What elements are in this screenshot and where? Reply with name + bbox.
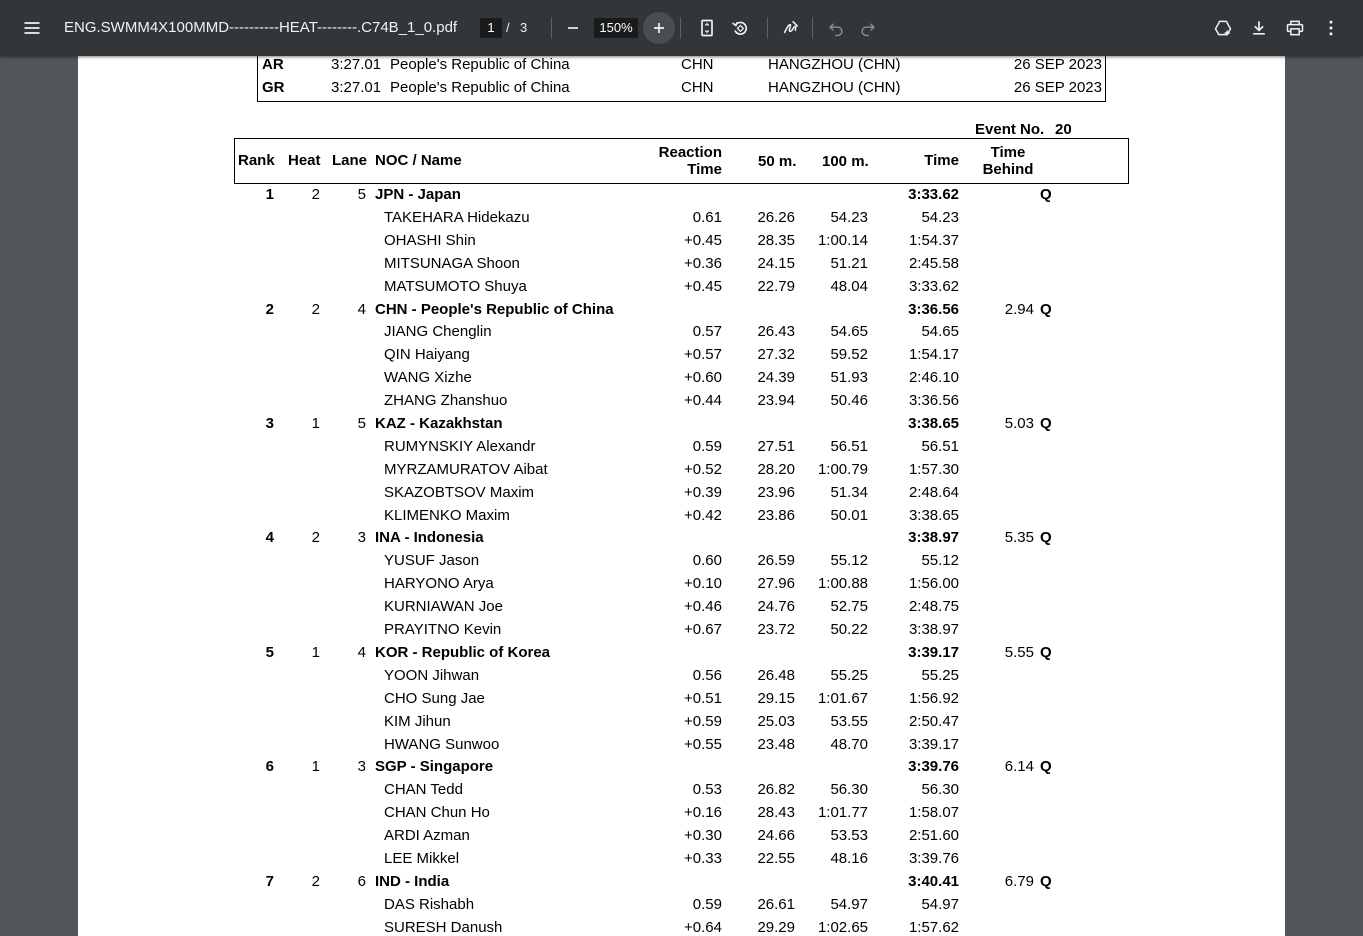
qualified-mark: Q xyxy=(1040,873,1052,890)
split-100m: 1:02.65 xyxy=(817,919,868,936)
swimmer-name: MITSUNAGA Shoon xyxy=(384,255,520,272)
cumulative-time: 1:54.37 xyxy=(908,232,959,249)
split-50m: 26.48 xyxy=(757,667,795,684)
undo-icon[interactable] xyxy=(820,12,852,44)
swimmer-name: KIM Jihun xyxy=(384,713,451,730)
reaction-time: +0.36 xyxy=(684,255,722,272)
swimmer-name: SURESH Danush xyxy=(384,919,503,936)
split-100m: 55.12 xyxy=(830,552,868,569)
cumulative-time: 54.23 xyxy=(921,209,959,226)
cumulative-time: 3:38.97 xyxy=(908,621,959,638)
menu-icon[interactable] xyxy=(16,12,48,44)
split-50m: 27.32 xyxy=(757,346,795,363)
split-100m: 48.70 xyxy=(830,736,868,753)
reaction-time: +0.57 xyxy=(684,346,722,363)
team-lane: 4 xyxy=(357,301,366,318)
swimmer-name: RUMYNSKIY Alexandr xyxy=(384,438,536,455)
split-100m: 1:00.88 xyxy=(817,575,868,592)
header-50m: 50 m. xyxy=(758,153,797,170)
split-100m: 50.46 xyxy=(830,392,868,409)
swimmer-name: SKAZOBTSOV Maxim xyxy=(384,484,535,501)
split-100m: 54.65 xyxy=(830,323,868,340)
reaction-time: +0.45 xyxy=(684,278,722,295)
split-50m: 26.61 xyxy=(757,896,795,913)
team-heat: 2 xyxy=(311,873,320,890)
team-name: IND - India xyxy=(375,873,450,890)
header-rank: Rank xyxy=(238,152,275,169)
team-time: 3:39.76 xyxy=(908,758,959,775)
reaction-time: 0.59 xyxy=(692,438,722,455)
cumulative-time: 1:56.92 xyxy=(908,690,959,707)
team-time: 3:33.62 xyxy=(908,186,959,203)
swimmer-name: ARDI Azman xyxy=(384,827,470,844)
split-50m: 27.51 xyxy=(757,438,795,455)
record-team: People's Republic of China xyxy=(390,56,570,73)
swimmer-name: YOON Jihwan xyxy=(384,667,480,684)
split-100m: 1:01.67 xyxy=(817,690,868,707)
record-team: People's Republic of China xyxy=(390,79,570,96)
reaction-time: 0.60 xyxy=(692,552,722,569)
split-100m: 48.04 xyxy=(830,278,868,295)
reaction-time: 0.59 xyxy=(692,896,722,913)
split-100m: 56.30 xyxy=(830,781,868,798)
event-label: Event No. xyxy=(975,121,1045,138)
split-50m: 29.29 xyxy=(757,919,795,936)
reaction-time: +0.45 xyxy=(684,232,722,249)
header-noc-name: NOC / Name xyxy=(375,152,462,169)
swimmer-name: OHASHI Shin xyxy=(384,232,476,249)
split-50m: 23.86 xyxy=(757,507,795,524)
qualified-mark: Q xyxy=(1040,415,1052,432)
swimmer-name: MATSUMOTO Shuya xyxy=(384,278,527,295)
split-100m: 50.01 xyxy=(830,507,868,524)
team-heat: 1 xyxy=(311,644,320,661)
swimmer-name: MYRZAMURATOV Aibat xyxy=(384,461,548,478)
record-noc: CHN xyxy=(681,79,714,96)
team-rank: 4 xyxy=(265,529,274,546)
team-rank: 5 xyxy=(265,644,274,661)
cumulative-time: 1:56.00 xyxy=(908,575,959,592)
header-time-behind-1: Time xyxy=(990,144,1026,161)
split-100m: 51.34 xyxy=(830,484,868,501)
team-lane: 3 xyxy=(357,758,366,775)
split-50m: 23.72 xyxy=(757,621,795,638)
header-divider xyxy=(873,139,874,184)
reaction-time: +0.42 xyxy=(684,507,722,524)
reaction-time: +0.60 xyxy=(684,369,722,386)
redo-icon[interactable] xyxy=(852,12,884,44)
cumulative-time: 1:58.07 xyxy=(908,804,959,821)
team-name: KOR - Republic of Korea xyxy=(375,644,551,661)
team-time: 3:38.97 xyxy=(908,529,959,546)
team-time: 3:40.41 xyxy=(908,873,959,890)
split-100m: 1:00.14 xyxy=(817,232,868,249)
split-50m: 23.94 xyxy=(757,392,795,409)
split-50m: 28.35 xyxy=(757,232,795,249)
toolbar-divider xyxy=(680,17,681,39)
page-total: 3 xyxy=(520,20,528,35)
team-time: 3:38.65 xyxy=(908,415,959,432)
rotate-icon[interactable] xyxy=(724,12,756,44)
cumulative-time: 56.51 xyxy=(921,438,959,455)
team-name: KAZ - Kazakhstan xyxy=(375,415,503,432)
split-100m: 53.55 xyxy=(830,713,868,730)
page-separator: / xyxy=(506,20,510,35)
team-rank: 7 xyxy=(265,873,274,890)
reaction-time: 0.56 xyxy=(692,667,722,684)
team-heat: 2 xyxy=(311,529,320,546)
reaction-time: 0.61 xyxy=(692,209,722,226)
team-time-behind: 6.79 xyxy=(1004,873,1034,890)
reaction-time: +0.59 xyxy=(684,713,722,730)
split-50m: 28.43 xyxy=(757,804,795,821)
cumulative-time: 2:48.64 xyxy=(908,484,959,501)
toolbar-divider xyxy=(812,17,813,39)
swimmer-name: ZHANG Zhanshuo xyxy=(384,392,508,409)
split-100m: 59.52 xyxy=(830,346,868,363)
split-50m: 26.43 xyxy=(757,323,795,340)
pdf-toolbar xyxy=(0,0,1363,56)
team-time: 3:36.56 xyxy=(908,301,959,318)
team-heat: 1 xyxy=(311,415,320,432)
team-time: 3:39.17 xyxy=(908,644,959,661)
team-heat: 2 xyxy=(311,301,320,318)
record-date: 26 SEP 2023 xyxy=(1013,79,1102,96)
qualified-mark: Q xyxy=(1040,529,1052,546)
zoom-in-icon[interactable] xyxy=(643,12,675,44)
swimmer-name: CHAN Chun Ho xyxy=(384,804,490,821)
split-50m: 26.59 xyxy=(757,552,795,569)
record-noc: CHN xyxy=(681,56,714,73)
team-lane: 3 xyxy=(357,529,366,546)
split-50m: 28.20 xyxy=(757,461,795,478)
swimmer-name: CHAN Tedd xyxy=(384,781,463,798)
qualified-mark: Q xyxy=(1040,758,1052,775)
reaction-time: +0.46 xyxy=(684,598,722,615)
swimmer-name: JIANG Chenglin xyxy=(384,323,492,340)
cumulative-time: 1:54.17 xyxy=(908,346,959,363)
reaction-time: +0.10 xyxy=(684,575,722,592)
record-time: 3:27.01 xyxy=(331,79,382,96)
zoom-level-input[interactable]: 150% xyxy=(594,18,638,38)
team-lane: 5 xyxy=(357,186,366,203)
team-heat: 1 xyxy=(311,758,320,775)
record-code: AR xyxy=(262,56,284,73)
split-50m: 25.03 xyxy=(757,713,795,730)
team-name: SGP - Singapore xyxy=(375,758,494,775)
split-100m: 54.23 xyxy=(830,209,868,226)
reaction-time: +0.16 xyxy=(684,804,722,821)
save-to-drive-icon[interactable] xyxy=(1207,12,1239,44)
swimmer-name: HARYONO Arya xyxy=(384,575,494,592)
split-50m: 22.55 xyxy=(757,850,795,867)
annotate-pen-icon[interactable] xyxy=(775,12,807,44)
split-100m: 52.75 xyxy=(830,598,868,615)
record-place: HANGZHOU (CHN) xyxy=(768,79,901,96)
cumulative-time: 2:45.58 xyxy=(908,255,959,272)
toolbar-divider xyxy=(551,17,552,39)
page-number-input[interactable]: 1 xyxy=(480,18,502,38)
split-50m: 26.82 xyxy=(757,781,795,798)
fit-page-icon[interactable] xyxy=(691,12,723,44)
split-50m: 24.15 xyxy=(757,255,795,272)
swimmer-name: CHO Sung Jae xyxy=(384,690,485,707)
team-rank: 3 xyxy=(265,415,274,432)
team-name: CHN - People's Republic of China xyxy=(375,301,614,318)
split-50m: 24.39 xyxy=(757,369,795,386)
header-heat: Heat xyxy=(288,152,321,169)
team-rank: 6 xyxy=(265,758,274,775)
qualified-mark: Q xyxy=(1040,644,1052,661)
reaction-time: +0.67 xyxy=(684,621,722,638)
reaction-time: +0.52 xyxy=(684,461,722,478)
qualified-mark: Q xyxy=(1040,301,1052,318)
cumulative-time: 2:50.47 xyxy=(908,713,959,730)
cumulative-time: 2:48.75 xyxy=(908,598,959,615)
swimmer-name: LEE Mikkel xyxy=(384,850,460,867)
header-reaction: Reaction xyxy=(658,144,722,161)
reaction-time: +0.39 xyxy=(684,484,722,501)
reaction-time: +0.30 xyxy=(684,827,722,844)
header-time-behind-2: Behind xyxy=(982,161,1034,178)
swimmer-name: WANG Xizhe xyxy=(384,369,472,386)
split-50m: 23.96 xyxy=(757,484,795,501)
cumulative-time: 3:38.65 xyxy=(908,507,959,524)
reaction-time: +0.51 xyxy=(684,690,722,707)
swimmer-name: DAS Rishabh xyxy=(384,896,475,913)
qualified-mark: Q xyxy=(1040,186,1052,203)
swimmer-name: TAKEHARA Hidekazu xyxy=(384,209,530,226)
header-time: Time xyxy=(924,152,959,169)
cumulative-time: 55.12 xyxy=(921,552,959,569)
team-time-behind: 5.55 xyxy=(1004,644,1034,661)
cumulative-time: 3:39.76 xyxy=(908,850,959,867)
cumulative-time: 55.25 xyxy=(921,667,959,684)
cumulative-time: 3:39.17 xyxy=(908,736,959,753)
team-lane: 6 xyxy=(357,873,366,890)
split-100m: 55.25 xyxy=(830,667,868,684)
header-reaction-time: Time xyxy=(687,161,722,178)
cumulative-time: 1:57.30 xyxy=(908,461,959,478)
split-100m: 1:01.77 xyxy=(817,804,868,821)
cumulative-time: 3:36.56 xyxy=(908,392,959,409)
team-name: INA - Indonesia xyxy=(375,529,484,546)
record-date: 26 SEP 2023 xyxy=(1013,56,1102,73)
team-rank: 2 xyxy=(265,301,274,318)
print-icon[interactable] xyxy=(1279,12,1311,44)
team-lane: 5 xyxy=(357,415,366,432)
team-time-behind: 2.94 xyxy=(1004,301,1034,318)
split-100m: 51.93 xyxy=(830,369,868,386)
swimmer-name: HWANG Sunwoo xyxy=(384,736,500,753)
reaction-time: +0.64 xyxy=(684,919,722,936)
split-100m: 54.97 xyxy=(830,896,868,913)
toolbar-divider xyxy=(767,17,768,39)
reaction-time: +0.44 xyxy=(684,392,722,409)
split-50m: 22.79 xyxy=(757,278,795,295)
download-icon[interactable] xyxy=(1243,12,1275,44)
record-time: 3:27.01 xyxy=(331,56,382,73)
cumulative-time: 54.65 xyxy=(921,323,959,340)
reaction-time: 0.57 xyxy=(692,323,722,340)
team-rank: 1 xyxy=(265,186,274,203)
cumulative-time: 3:33.62 xyxy=(908,278,959,295)
zoom-out-icon[interactable] xyxy=(557,12,589,44)
team-heat: 2 xyxy=(311,186,320,203)
team-time-behind: 6.14 xyxy=(1004,758,1034,775)
swimmer-name: YUSUF Jason xyxy=(384,552,480,569)
split-100m: 53.53 xyxy=(830,827,868,844)
record-code: GR xyxy=(262,79,285,96)
split-50m: 24.76 xyxy=(757,598,795,615)
swimmer-name: PRAYITNO Kevin xyxy=(384,621,502,638)
split-50m: 27.96 xyxy=(757,575,795,592)
split-50m: 24.66 xyxy=(757,827,795,844)
split-100m: 50.22 xyxy=(830,621,868,638)
pdf-page xyxy=(78,56,1285,936)
team-lane: 4 xyxy=(357,644,366,661)
record-place: HANGZHOU (CHN) xyxy=(768,56,901,73)
split-100m: 1:00.79 xyxy=(817,461,868,478)
split-100m: 56.51 xyxy=(830,438,868,455)
cumulative-time: 1:57.62 xyxy=(908,919,959,936)
document-title: ENG.SWMM4X100MMD----------HEAT--------.C74B_1_0.pdf xyxy=(64,19,458,36)
header-100m: 100 m. xyxy=(822,153,869,170)
reaction-time: 0.53 xyxy=(692,781,722,798)
split-50m: 26.26 xyxy=(757,209,795,226)
cumulative-time: 56.30 xyxy=(921,781,959,798)
split-100m: 51.21 xyxy=(830,255,868,272)
cumulative-time: 2:46.10 xyxy=(908,369,959,386)
reaction-time: +0.55 xyxy=(684,736,722,753)
split-50m: 29.15 xyxy=(757,690,795,707)
swimmer-name: KLIMENKO Maxim xyxy=(384,507,510,524)
cumulative-time: 54.97 xyxy=(921,896,959,913)
team-time-behind: 5.03 xyxy=(1004,415,1034,432)
event-number: 20 xyxy=(1055,121,1072,138)
team-name: JPN - Japan xyxy=(375,186,461,203)
reaction-time: +0.33 xyxy=(684,850,722,867)
more-options-icon[interactable] xyxy=(1315,12,1347,44)
team-time-behind: 5.35 xyxy=(1004,529,1034,546)
split-50m: 23.48 xyxy=(757,736,795,753)
swimmer-name: QIN Haiyang xyxy=(384,346,470,363)
split-100m: 48.16 xyxy=(830,850,868,867)
swimmer-name: KURNIAWAN Joe xyxy=(384,598,503,615)
cumulative-time: 2:51.60 xyxy=(908,827,959,844)
header-lane: Lane xyxy=(332,152,368,169)
